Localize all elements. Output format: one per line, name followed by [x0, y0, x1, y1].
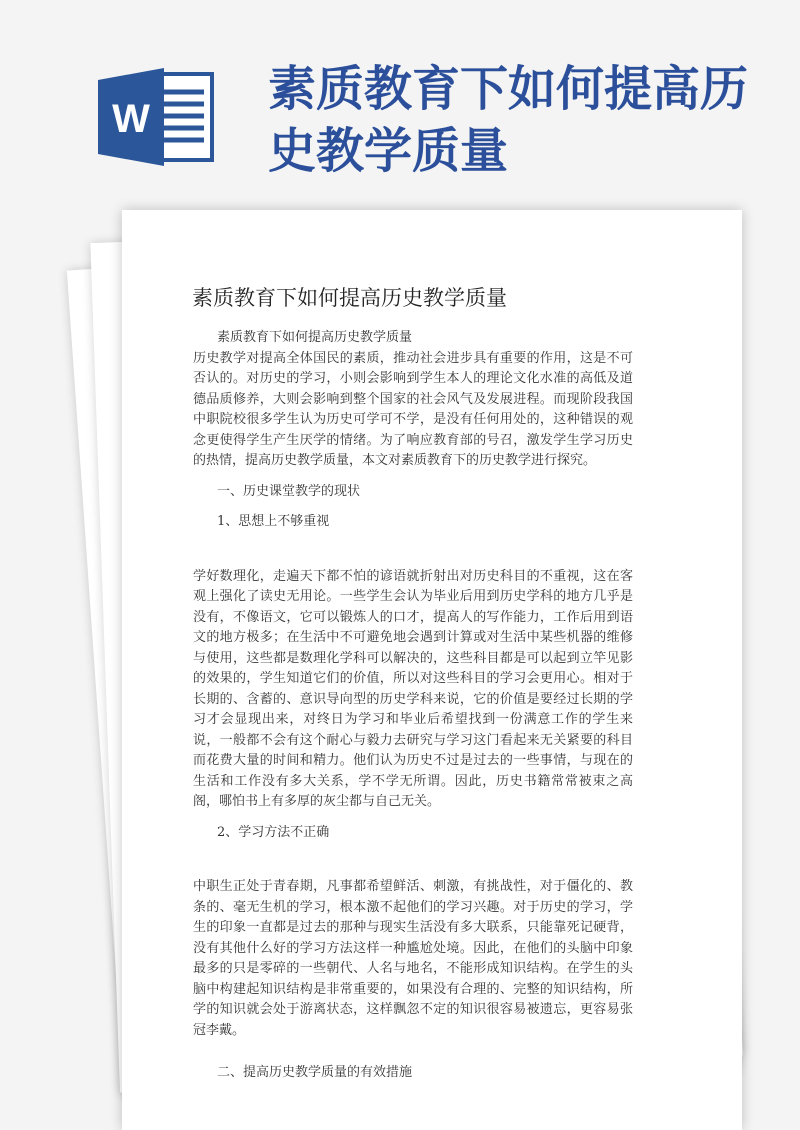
banner-title: 素质教育下如何提高历史教学质量 [268, 61, 749, 179]
section-heading-2: 二、提高历史教学质量的有效措施 [217, 1065, 413, 1080]
section-heading-1: 一、历史课堂教学的现状 [217, 483, 361, 499]
document-body [193, 328, 633, 1084]
document-title: 素质教育下如何提高历史教学质量 [192, 286, 507, 310]
subsection-paragraph-1: 学好数理化，走遍天下都不怕的谚语就折射出对历史科目的不重视，这在客观上强化了读史无用论。一些学生会认为毕业后用到历史学科的地方几乎是没有，不像语文，它可以锻炼人的口才，提高人的写作能力，工作后用到语文的地方极多；在生活中不可避免地会遇到计算或对生活中某些机器的维修与使用，这些都是数理化学科可以解决的，这些科目都是可以起到立竿见影的效果的，学生知道它们的价值，所以对这些科目的学习会更用心。相对于长期的、含蓄的、意识导向型的历史学科来说，它的价值是要经过长期的学习才会显现出来，对终日为学习和毕业后希望找到一份满意工作的学生来说，一般都不会有这个耐心与毅力去研究与学习这门看起来无关紧要的科目而花费大量的时间和精力。他们认为历史不过是过去的一些事情，与现在的生活和工作没有多大关系，学不学无所谓。因此，历史书籍常常被束之高阁，哪怕书上有多厚的灰尘都与自己无关。 [193, 568, 633, 809]
intro-title: 素质教育下如何提高历史教学质量 [217, 330, 413, 345]
intro-paragraph: 历史教学对提高全体国民的素质，推动社会进步具有重要的作用，这是不可否认的。对历史的学习，小则会影响到学生本人的理论文化水准的高低及道德品质修养，大则会影响到整个国家的社会风气及发展进程。而现阶段我国中职院校很多学生认为历史可学可不学，是没有任何用处的，这种错误的观念更使得学生产生厌学的情绪。为了响应教育部的号召，激发学生学习历史的热情，提高历史教学质量，本文对素质教育下的历史教学进行探究。 [193, 350, 633, 468]
word-document-icon [98, 68, 216, 166]
word-logo-letter: W [112, 97, 150, 141]
subsection-heading-2: 2、学习方法不正确 [217, 824, 330, 840]
subsection-paragraph-2: 中职生正处于青春期，凡事都希望鲜活、刺激，有挑战性，对于僵化的、教条的、毫无生机的学习，根本激不起他们的学习兴趣。对于历史的学习，学生的印象一直都是过去的那种与现实生活没有多大联系，只能靠死记硬背，没有其他什么好的学习方法这样一种尴尬处境。因此，在他们的头脑中印象最多的只是零碎的一些朝代、人名与地名，不能形成知识结构。在学生的头脑中构建起知识结构是非常重要的，如果没有合理的、完整的知识结构，所学的知识就会处于游离状态，这样飘忽不定的知识很容易被遗忘，更容易张冠李戴。 [193, 879, 633, 1038]
subsection-heading-1: 1、思想上不够重视 [217, 514, 330, 529]
